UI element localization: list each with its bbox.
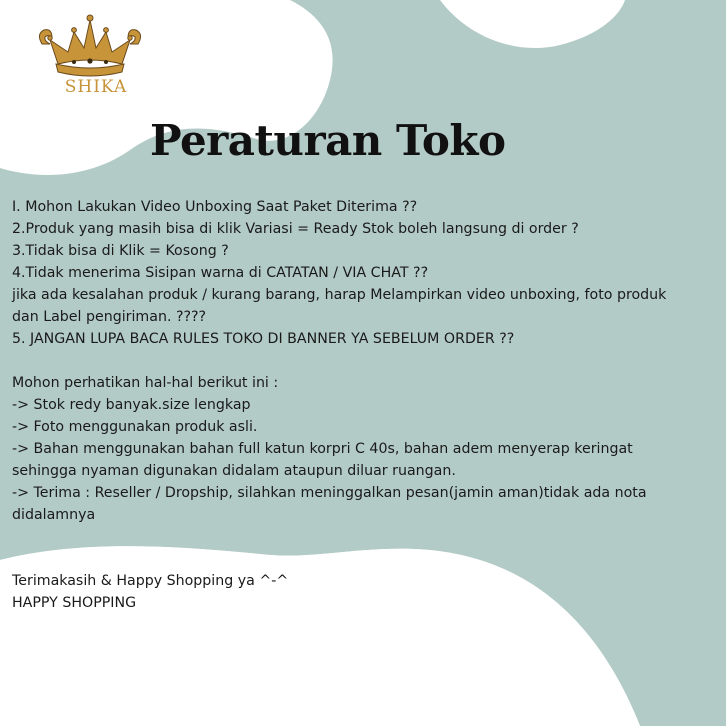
rule-line: 3.Tidak bisa di Klik = Kosong ? xyxy=(12,243,229,259)
note-line: -> Stok redy banyak.size lengkap xyxy=(12,397,251,413)
note-line: -> Terima : Reseller / Dropship, silahkan meninggalkan pesan(jamin aman)tidak ada nota xyxy=(12,485,647,501)
rule-line: jika ada kesalahan produk / kurang barang, harap Melampirkan video unboxing, foto produk xyxy=(12,287,667,303)
note-line: didalamnya xyxy=(12,507,96,523)
page-title: Peraturan Toko xyxy=(150,116,506,165)
spacer xyxy=(12,548,724,570)
rule-line: 2.Produk yang masih bisa di klik Variasi = Ready Stok boleh langsung di order ? xyxy=(12,221,579,237)
note-line: -> Foto menggunakan produk asli. xyxy=(12,419,258,435)
spacer xyxy=(12,350,724,372)
spacer xyxy=(12,526,724,548)
logo-text: SHIKA xyxy=(64,77,128,97)
rules-text xyxy=(12,196,724,614)
notes-heading: Mohon perhatikan hal-hal berikut ini : xyxy=(12,375,279,391)
closing-signoff: HAPPY SHOPPING xyxy=(12,595,137,611)
rule-line: I. Mohon Lakukan Video Unboxing Saat Paket Diterima ?? xyxy=(12,199,418,215)
note-line: -> Bahan menggunakan bahan full katun korpri C 40s, bahan adem menyerap keringat xyxy=(12,441,633,457)
closing-thanks: Terimakasih & Happy Shopping ya ^-^ xyxy=(12,573,289,589)
rule-line: dan Label pengiriman. ???? xyxy=(12,309,207,325)
rule-line: 5. JANGAN LUPA BACA RULES TOKO DI BANNER YA SEBELUM ORDER ?? xyxy=(12,331,515,347)
rule-line: 4.Tidak menerima Sisipan warna di CATATAN / VIA CHAT ?? xyxy=(12,265,429,281)
note-line: sehingga nyaman digunakan didalam ataupun diluar ruangan. xyxy=(12,463,456,479)
